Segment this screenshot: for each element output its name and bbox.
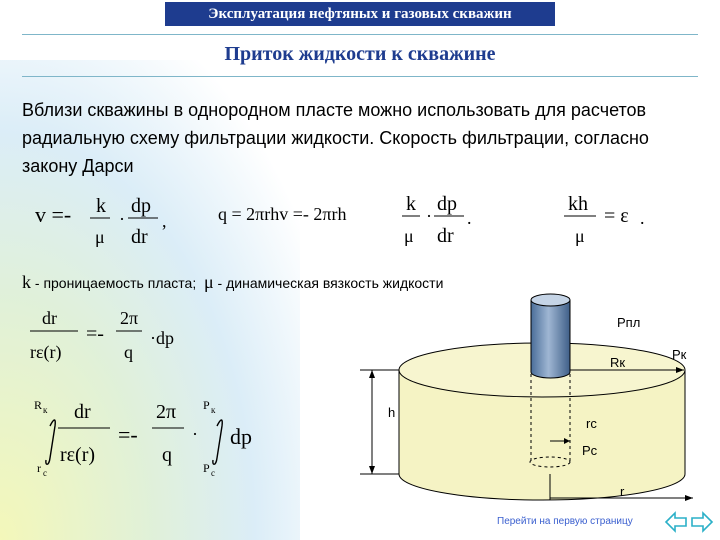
svg-text:.: . xyxy=(467,208,472,228)
svg-text:P: P xyxy=(203,398,210,412)
svg-text:.: . xyxy=(640,208,645,228)
label-pk: Рк xyxy=(672,347,687,362)
svg-text:dr: dr xyxy=(74,401,91,423)
svg-text:q: q xyxy=(124,342,133,362)
intro-paragraph: Вблизи скважины в однородном пласте можно использовать для расчетов радиальную схему фильтрации жидкости. Скорость фильтрации, согласно закону Дарси xyxy=(22,100,649,176)
page-title: Приток жидкости к скважине xyxy=(224,43,496,65)
svg-text:c: c xyxy=(211,468,215,478)
svg-text:·: · xyxy=(192,424,198,444)
label-rc: rc xyxy=(586,416,597,431)
label-ppl: Рпл xyxy=(617,315,641,330)
svg-text:dr: dr xyxy=(437,225,454,247)
first-page-link[interactable]: Перейти на первую страницу xyxy=(497,516,633,527)
svg-text:·: · xyxy=(426,206,432,226)
svg-text:c: c xyxy=(43,468,47,478)
label-r: r xyxy=(620,484,625,499)
legend-k-desc: - проницаемость пласта; xyxy=(31,275,197,291)
svg-text:R: R xyxy=(34,398,43,412)
label-h: h xyxy=(388,405,396,420)
svg-text:μ: μ xyxy=(404,226,414,246)
svg-text:,: , xyxy=(162,211,167,231)
left-right-arrows-icon[interactable] xyxy=(664,510,714,534)
svg-text:·: · xyxy=(119,209,125,229)
svg-text:dp: dp xyxy=(131,195,151,217)
svg-text:к: к xyxy=(211,405,216,415)
well-top xyxy=(531,294,570,306)
svg-text:2π: 2π xyxy=(120,308,139,328)
svg-text:2π: 2π xyxy=(156,401,177,423)
legend-k-symbol: k xyxy=(22,272,31,292)
svg-text:k: k xyxy=(96,195,106,217)
well-column xyxy=(531,300,570,378)
svg-text:к: к xyxy=(43,405,48,415)
svg-text:dp: dp xyxy=(230,424,252,449)
label-rk: Rк xyxy=(610,355,626,370)
svg-text:= ε: = ε xyxy=(604,205,629,227)
svg-text:P: P xyxy=(203,461,210,475)
header-title: Эксплуатация нефтяных и газовых скважин xyxy=(165,2,555,26)
svg-text:=-: =- xyxy=(86,323,104,345)
label-pc: Рс xyxy=(582,443,598,458)
svg-text:dp: dp xyxy=(437,193,457,215)
svg-text:r: r xyxy=(37,461,41,475)
legend-mu-symbol: μ xyxy=(204,272,214,292)
svg-text:k: k xyxy=(406,193,416,215)
svg-text:rε(r): rε(r) xyxy=(30,342,62,362)
svg-text:v =-: v =- xyxy=(35,202,72,227)
legend-mu-desc: - динамическая вязкость жидкости xyxy=(213,275,444,291)
svg-text:q: q xyxy=(162,444,172,466)
svg-text:kh: kh xyxy=(568,193,588,215)
svg-text:=-: =- xyxy=(118,422,138,447)
svg-text:μ: μ xyxy=(575,226,585,246)
svg-text:dr: dr xyxy=(42,308,57,328)
svg-text:dr: dr xyxy=(131,226,148,248)
svg-text:μ: μ xyxy=(95,227,105,247)
svg-text:rε(r): rε(r) xyxy=(60,444,96,466)
svg-text:·dp: ·dp xyxy=(150,328,174,348)
svg-text:q = 2πrhv =- 2πrh: q = 2πrhv =- 2πrh xyxy=(218,204,347,224)
